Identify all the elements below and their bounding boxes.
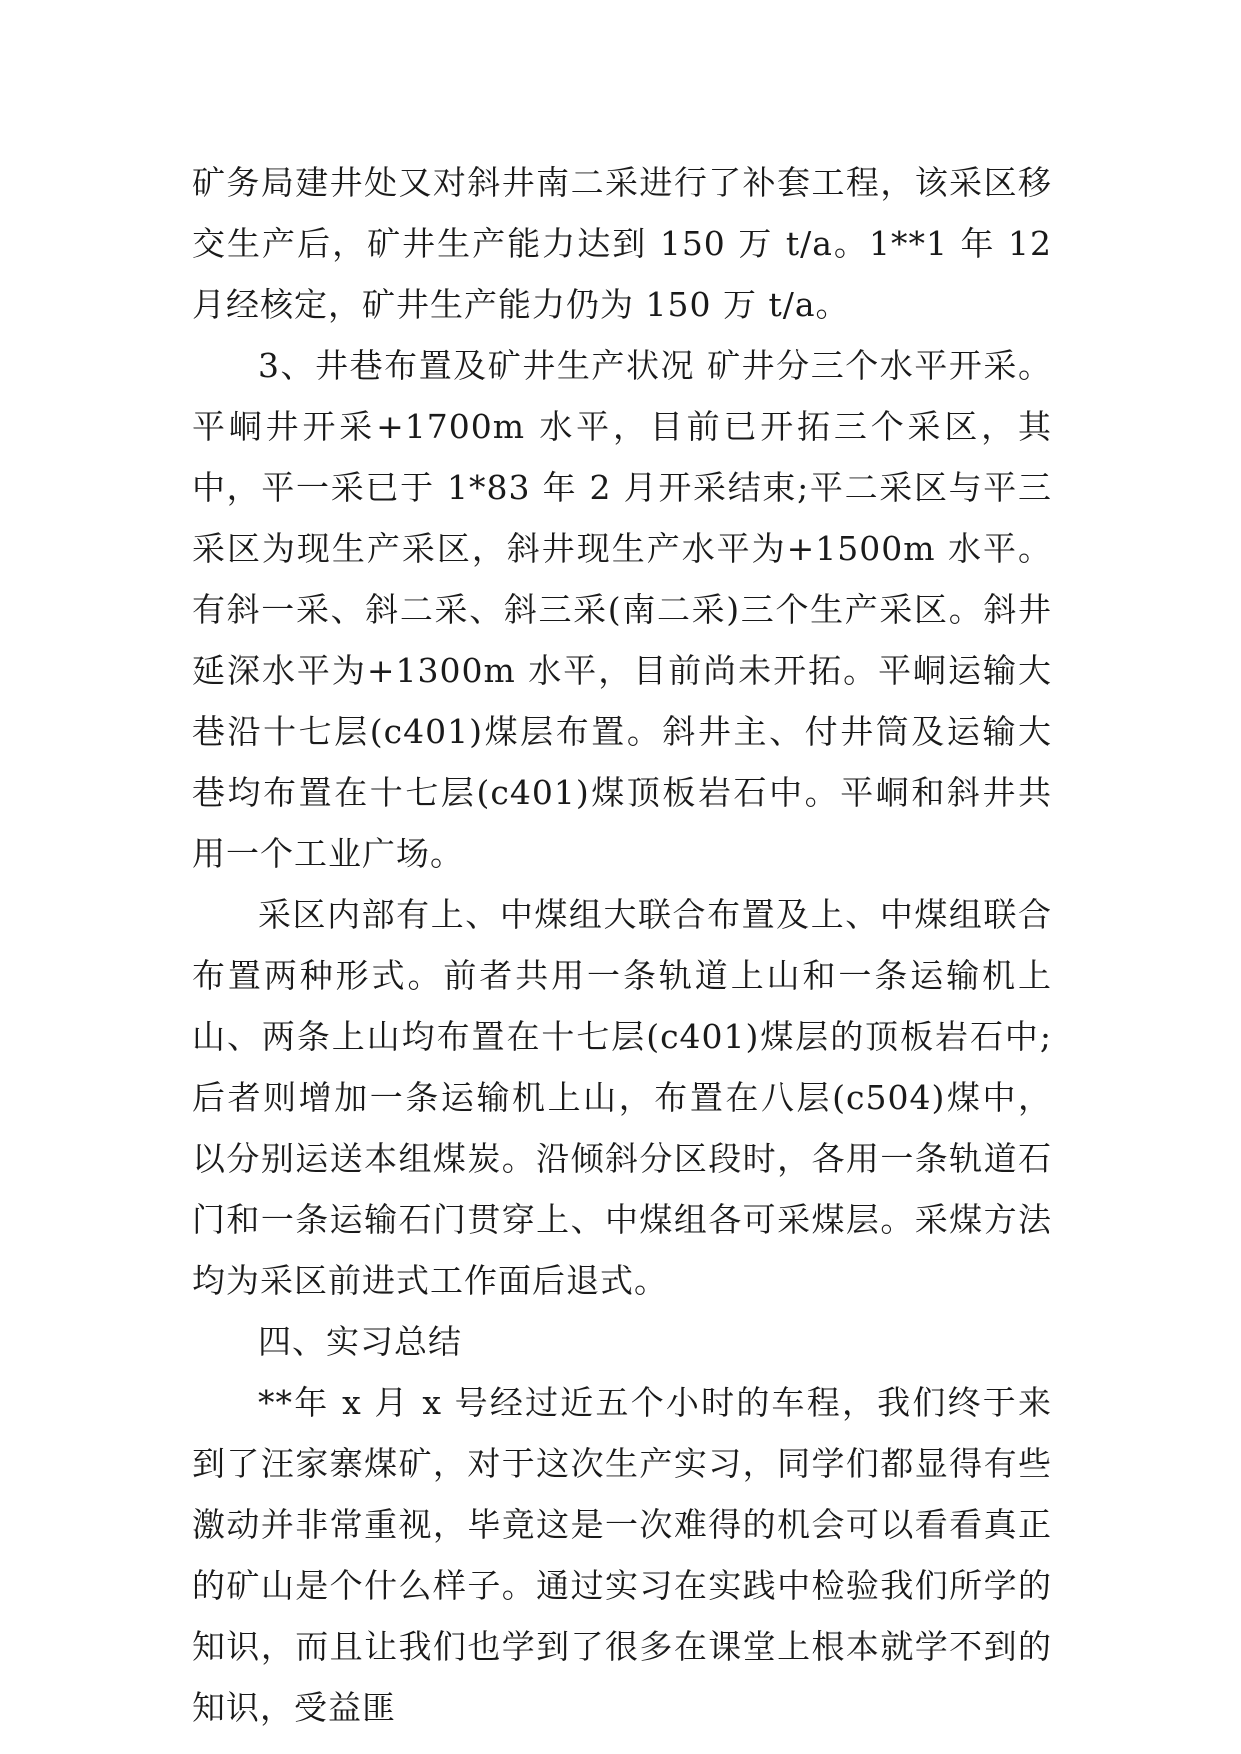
paragraph-shaft-layout: 3、井巷布置及矿井生产状况 矿井分三个水平开采。平峒井开采+1700m 水平，目前已开拓三个采区，其中，平一采已于 1*83 年 2 月开采结束;平二采区与平三采区为现生产采区，斜井现生产水平为+1500m 水平。有斜一采、斜二采、斜三采(南二采)三个生产采区。斜井延深水平为+1300m 水平，目前尚未开拓。平峒运输大巷沿十七层(c401)煤层布置。斜井主、付井筒及运输大巷均布置在十七层(c401)煤顶板岩石中。平峒和斜井共用一个工业广场。 <box>192 346 1052 873</box>
paragraph-intro-continued: 矿务局建井处又对斜井南二采进行了补套工程，该采区移交生产后，矿井生产能力达到 150 万 t/a。1**1 年 12 月经核定，矿井生产能力仍为 150 万 t/a。 <box>192 163 1052 324</box>
paragraph-mining-area-layout: 采区内部有上、中煤组大联合布置及上、中煤组联合布置两种形式。前者共用一条轨道上山和一条运输机上山、两条上山均布置在十七层(c401)煤层的顶板岩石中;后者则增加一条运输机上山，布置在八层(c504)煤中，以分别运送本组煤炭。沿倾斜分区段时，各用一条轨道石门和一条运输石门贯穿上、中煤组各可采煤层。采煤方法均为采区前进式工作面后退式。 <box>192 895 1052 1300</box>
paragraph-internship-summary: **年 x 月 x 号经过近五个小时的车程，我们终于来到了汪家寨煤矿，对于这次生产实习，同学们都显得有些激动并非常重视，毕竟这是一次难得的机会可以看看真正的矿山是个什么样子。通过实习在实践中检验我们所学的知识，而且让我们也学到了很多在课堂上根本就学不到的知识，受益匪 <box>192 1383 1052 1727</box>
document-body <box>192 152 1052 1738</box>
section-heading-internship-summary: 四、实习总结 <box>258 1322 462 1361</box>
